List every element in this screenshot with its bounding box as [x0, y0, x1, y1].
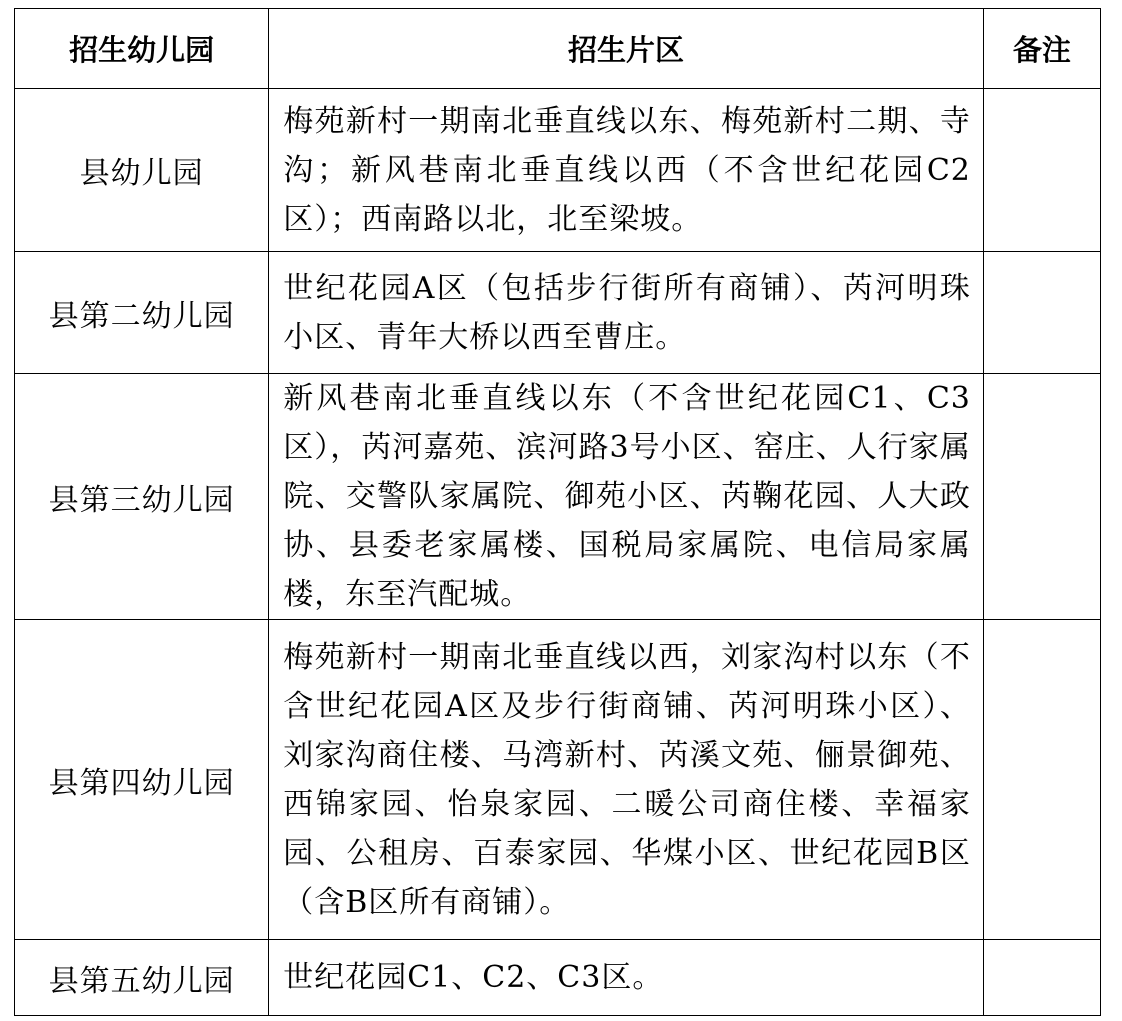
table-row	[15, 374, 1101, 620]
enrollment-table	[14, 8, 1101, 1016]
header-note: 备注	[983, 9, 1100, 89]
note-cell	[983, 940, 1100, 1016]
enrollment-area: 梅苑新村一期南北垂直线以西，刘家沟村以东（不含世纪花园A区及步行街商铺、芮河明珠小区）、刘家沟商住楼、马湾新村、芮溪文苑、俪景御苑、西锦家园、怡泉家园、二暖公司商住楼、幸福家园、公租房、百泰家园、华煤小区、世纪花园B区（含B区所有商铺）。	[269, 620, 984, 940]
kindergarten-name: 县第二幼儿园	[15, 252, 269, 374]
header-area: 招生片区	[269, 9, 984, 89]
header-row	[15, 9, 1101, 89]
kindergarten-name: 县第四幼儿园	[15, 620, 269, 940]
table-row	[15, 252, 1101, 374]
table-row	[15, 89, 1101, 252]
enrollment-area: 世纪花园A区（包括步行街所有商铺）、芮河明珠小区、青年大桥以西至曹庄。	[269, 252, 984, 374]
note-cell	[983, 89, 1100, 252]
kindergarten-name: 县第五幼儿园	[15, 940, 269, 1016]
note-cell	[983, 374, 1100, 620]
note-cell	[983, 620, 1100, 940]
header-kindergarten: 招生幼儿园	[15, 9, 269, 89]
table-row	[15, 940, 1101, 1016]
enrollment-area: 梅苑新村一期南北垂直线以东、梅苑新村二期、寺沟；新风巷南北垂直线以西（不含世纪花园C2区）；西南路以北，北至梁坡。	[269, 89, 984, 252]
note-cell	[983, 252, 1100, 374]
kindergarten-name: 县第三幼儿园	[15, 374, 269, 620]
table-row	[15, 620, 1101, 940]
enrollment-area: 新风巷南北垂直线以东（不含世纪花园C1、C3区），芮河嘉苑、滨河路3号小区、窑庄、人行家属院、交警队家属院、御苑小区、芮鞠花园、人大政协、县委老家属楼、国税局家属院、电信局家属楼，东至汽配城。	[269, 374, 984, 620]
enrollment-area: 世纪花园C1、C2、C3区。	[269, 940, 984, 1016]
kindergarten-name: 县幼儿园	[15, 89, 269, 252]
